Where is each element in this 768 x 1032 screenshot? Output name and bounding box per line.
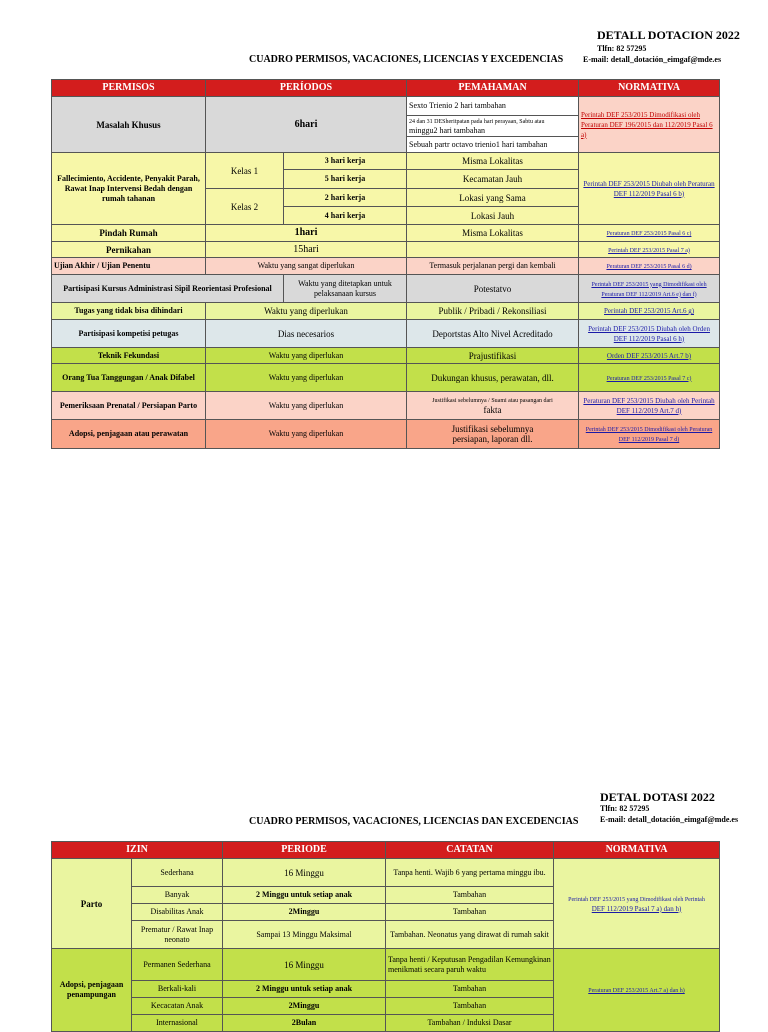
- normativa-link-text[interactable]: Perintah DEF 253/2015 yang Dimodifikasi oleh Perintah: [568, 896, 705, 903]
- normativa-link-text[interactable]: Peraturan DEF 253/2015 Pasal 6 c): [606, 231, 692, 237]
- table-header-row: [52, 80, 720, 97]
- phone-label: Tlfn: 82 57295: [597, 44, 647, 53]
- normativa-link[interactable]: [579, 97, 720, 153]
- note-text: Lokasi yang Sama: [407, 189, 579, 207]
- normativa-link[interactable]: [579, 153, 720, 225]
- period-value: 16 Minggu: [223, 859, 386, 887]
- note-text: Sexto Trienio 2 hari tambahan: [407, 97, 579, 116]
- note-text: Potestatvo: [407, 275, 579, 303]
- note-text-a: 24 dan 31 DESheritpatan pada hari perayaan, Sabtu atau: [409, 119, 545, 125]
- note-text: [407, 116, 579, 137]
- period-value: 4 hari kerja: [284, 207, 407, 225]
- note-text: [407, 392, 579, 420]
- email-label-2: E-mail: detall_dotación_eimgaf@mde.es: [600, 815, 739, 824]
- table-row: [52, 348, 720, 364]
- note-text: Tambahan. Neonatus yang dirawat di rumah sakit: [386, 921, 554, 949]
- period-value: 2Minggu: [223, 904, 386, 921]
- note-text: Misma Lokalitas: [407, 225, 579, 242]
- normativa-link[interactable]: [579, 275, 720, 303]
- class-label: Kelas 1: [206, 153, 284, 189]
- permit-label: Partisipasi Kursus Administrasi Sipil Reorientasi Profesional: [52, 275, 284, 303]
- note-text: Tambahan / Induksi Dasar: [386, 1015, 554, 1032]
- period-value: 6hari: [206, 97, 407, 153]
- table-header-row: [52, 842, 720, 859]
- period-value: 3 hari kerja: [284, 153, 407, 170]
- sub-type: Banyak: [132, 887, 223, 904]
- phone-label-2: Tlfn: 82 57295: [600, 804, 650, 813]
- period-value: 2 Minggu untuk setiap anak: [223, 981, 386, 998]
- table-row: [52, 242, 720, 258]
- note-text: Tambahan: [386, 887, 554, 904]
- permit-label: Adopsi, penjagaan penampungan: [52, 949, 132, 1032]
- table-row: [52, 859, 720, 887]
- normativa-link-text[interactable]: Peraturan DEF 253/2015 Pasal 7 c): [606, 375, 692, 382]
- normativa-link-text[interactable]: Perintah DEF 253/2015 Dimodifikasi oleh Peraturan DEF 112/2019 Pasal 7 d): [585, 427, 713, 443]
- period-value: Dias necesarios: [206, 320, 407, 348]
- normativa-link-text[interactable]: Peraturan DEF 253/2015 Art.7 a) dan h): [588, 988, 685, 994]
- note-text: Prajustifikasi: [407, 348, 579, 364]
- page-subtitle-2: CUADRO PERMISOS, VACACIONES, LICENCIAS DAN EXCEDENCIAS: [249, 816, 579, 827]
- permits-table: [51, 79, 720, 449]
- period-value: Waktu yang diperlukan: [206, 348, 407, 364]
- normativa-link-text[interactable]: Perintah DEF 253/2015 Diubah oleh Peraturan DEF 112/2019 Pasal 6 b): [583, 179, 715, 198]
- normativa-link[interactable]: [579, 242, 720, 258]
- col-header-izin: IZIN: [52, 842, 223, 859]
- period-value: 1hari: [206, 225, 407, 242]
- col-header-pemahaman: PEMAHAMAN: [407, 80, 579, 97]
- normativa-link[interactable]: [554, 859, 720, 949]
- normativa-link-text[interactable]: Perintah DEF 253/2015 Dimodifikasi oleh Peraturan DEF 196/2015 dan 112/2019 Pasal 6 a): [581, 110, 713, 139]
- table-row: [52, 97, 720, 116]
- table-row: [52, 949, 720, 981]
- period-value: 16 Minggu: [223, 949, 386, 981]
- period-value: Waktu yang ditetapkan untuk pelaksanaan kursus: [284, 275, 407, 303]
- sub-type: Permanen Sederhana: [132, 949, 223, 981]
- normativa-link-text[interactable]: Perintah DEF 253/2015 yang Dimodifikasi oleh: [591, 281, 707, 288]
- period-value: 2Bulan: [223, 1015, 386, 1032]
- permit-label: Parto: [52, 859, 132, 949]
- note-text: Kecamatan Jauh: [407, 170, 579, 189]
- period-value: 2 hari kerja: [284, 189, 407, 207]
- sub-type: Internasional: [132, 1015, 223, 1032]
- table-row: [52, 420, 720, 449]
- period-value: 5 hari kerja: [284, 170, 407, 189]
- col-header-permisos: PERMISOS: [52, 80, 206, 97]
- permit-label: Pemeriksaan Prenatal / Persiapan Parto: [52, 392, 206, 420]
- note-text: Sebuah partr octavo trienio1 hari tambahan: [407, 137, 579, 153]
- normativa-link-text[interactable]: Peraturan DEF 253/2015 Pasal 6 d): [606, 264, 692, 270]
- permit-label: Pindah Rumah: [52, 225, 206, 242]
- table-row: [52, 364, 720, 392]
- permits-table-2: [51, 841, 720, 1032]
- period-value: 15hari: [206, 242, 407, 258]
- table-row: [52, 392, 720, 420]
- page-subtitle: CUADRO PERMISOS, VACACIONES, LICENCIAS Y EXCEDENCIAS: [249, 54, 564, 65]
- col-header-normativa: NORMATIVA: [554, 842, 720, 859]
- sub-type: Disabilitas Anak: [132, 904, 223, 921]
- table-row: [52, 320, 720, 348]
- note-text: Termasuk perjalanan pergi dan kembali: [407, 258, 579, 275]
- normativa-link-text[interactable]: Perintah DEF 253/2015 Diubah oleh Orden DEF 112/2019 Pasal 6 h): [588, 324, 710, 343]
- normativa-link-text[interactable]: Peraturan DEF 112/2019 Art.6 e) dan f): [601, 291, 697, 298]
- permit-label: Fallecimiento, Accidente, Penyakit Parah, Rawat Inap Intervensi Bedah dengan rumah tahanan: [52, 153, 206, 225]
- class-label: Kelas 2: [206, 189, 284, 225]
- normativa-link-text[interactable]: Orden DEF 253/2015 Art.7 b): [606, 351, 692, 360]
- normativa-link[interactable]: [579, 364, 720, 392]
- note-empty: [407, 242, 579, 258]
- normativa-link-text[interactable]: Perintah DEF 253/2015 Art.6 g): [604, 307, 695, 315]
- note-text: Tanpa henti / Keputusan Pengadilan Kemungkinan menikmati secara paruh waktu: [386, 949, 554, 981]
- sub-type: Berkali-kali: [132, 981, 223, 998]
- period-value: Waktu yang diperlukan: [206, 420, 407, 449]
- table-row: [52, 275, 720, 303]
- period-value: Waktu yang diperlukan: [206, 364, 407, 392]
- normativa-link-text[interactable]: Peraturan DEF 253/2015 Diubah oleh Perintah DEF 112/2019 Art.7 d): [583, 396, 715, 415]
- normativa-link[interactable]: [579, 258, 720, 275]
- note-text-b: persiapan, laporan dll.: [452, 434, 533, 444]
- period-value: Sampai 13 Minggu Maksimal: [223, 921, 386, 949]
- normativa-link[interactable]: [579, 320, 720, 348]
- note-text: Misma Lokalitas: [407, 153, 579, 170]
- period-value: Waktu yang diperlukan: [206, 303, 407, 320]
- table-row: [52, 303, 720, 320]
- permit-label: Ujian Akhir / Ujian Penentu: [52, 258, 206, 275]
- permit-label: Adopsi, penjagaan atau perawatan: [52, 420, 206, 449]
- col-header-normativa: NORMATIVA: [579, 80, 720, 97]
- col-header-periode: PERIODE: [223, 842, 386, 859]
- note-text: Tanpa henti. Wajib 6 yang pertama minggu ibu.: [386, 859, 554, 887]
- note-text: Tambahan: [386, 904, 554, 921]
- note-text: Deportstas Alto Nivel Acreditado: [407, 320, 579, 348]
- period-value: 2 Minggu untuk setiap anak: [223, 887, 386, 904]
- sub-type: Kecacatan Anak: [132, 998, 223, 1015]
- normativa-link[interactable]: [579, 225, 720, 242]
- page-title: DETALL DOTACION 2022: [597, 28, 740, 42]
- note-text: Tambahan: [386, 981, 554, 998]
- period-value: 2Minggu: [223, 998, 386, 1015]
- normativa-link[interactable]: [579, 420, 720, 449]
- note-text: [407, 420, 579, 449]
- table-row: [52, 258, 720, 275]
- note-text: Tambahan: [386, 998, 554, 1015]
- col-header-periodos: PERÍODOS: [206, 80, 407, 97]
- period-value: Waktu yang diperlukan: [206, 392, 407, 420]
- permit-label: Pernikahan: [52, 242, 206, 258]
- note-text: Dukungan khusus, perawatan, dll.: [407, 364, 579, 392]
- normativa-link[interactable]: [579, 348, 720, 364]
- col-header-catatan: CATATAN: [386, 842, 554, 859]
- permit-label: Masalah Khusus: [52, 97, 206, 153]
- period-value: Waktu yang sangat diperlukan: [206, 258, 407, 275]
- permit-label: Tugas yang tidak bisa dihindari: [52, 303, 206, 320]
- normativa-link[interactable]: [579, 303, 720, 320]
- table-row: [52, 225, 720, 242]
- note-text: Lokasi Jauh: [407, 207, 579, 225]
- normativa-link[interactable]: [579, 392, 720, 420]
- table-row: [52, 153, 720, 170]
- email-label: E-mail: detall_dotación_eimgaf@mde.es: [583, 55, 722, 64]
- sub-type: Prematur / Rawat Inap neonato: [132, 921, 223, 949]
- normativa-link-text[interactable]: DEF 112/2019 Pasal 7 a) dan h): [591, 904, 682, 913]
- note-text-b: fakta: [483, 405, 502, 415]
- note-text: Publik / Pribadi / Rekonsiliasi: [407, 303, 579, 320]
- normativa-link-text[interactable]: Perintah DEF 253/2015 Pasal 7 a): [608, 247, 690, 254]
- page-title-2: DETAL DOTASI 2022: [600, 790, 715, 804]
- note-text-b: minggu2 hari tambahan: [409, 126, 485, 135]
- permit-label: Teknik Fekundasi: [52, 348, 206, 364]
- note-text-a: Justifikasi sebelumnya / Suami atau pasangan dari: [432, 398, 553, 404]
- note-text-a: Justifikasi sebelumnya: [451, 424, 534, 434]
- permit-label: Partisipasi kompetisi petugas: [52, 320, 206, 348]
- sub-type: Sederhana: [132, 859, 223, 887]
- normativa-link[interactable]: [554, 949, 720, 1032]
- permit-label: Orang Tua Tanggungan / Anak Difabel: [52, 364, 206, 392]
